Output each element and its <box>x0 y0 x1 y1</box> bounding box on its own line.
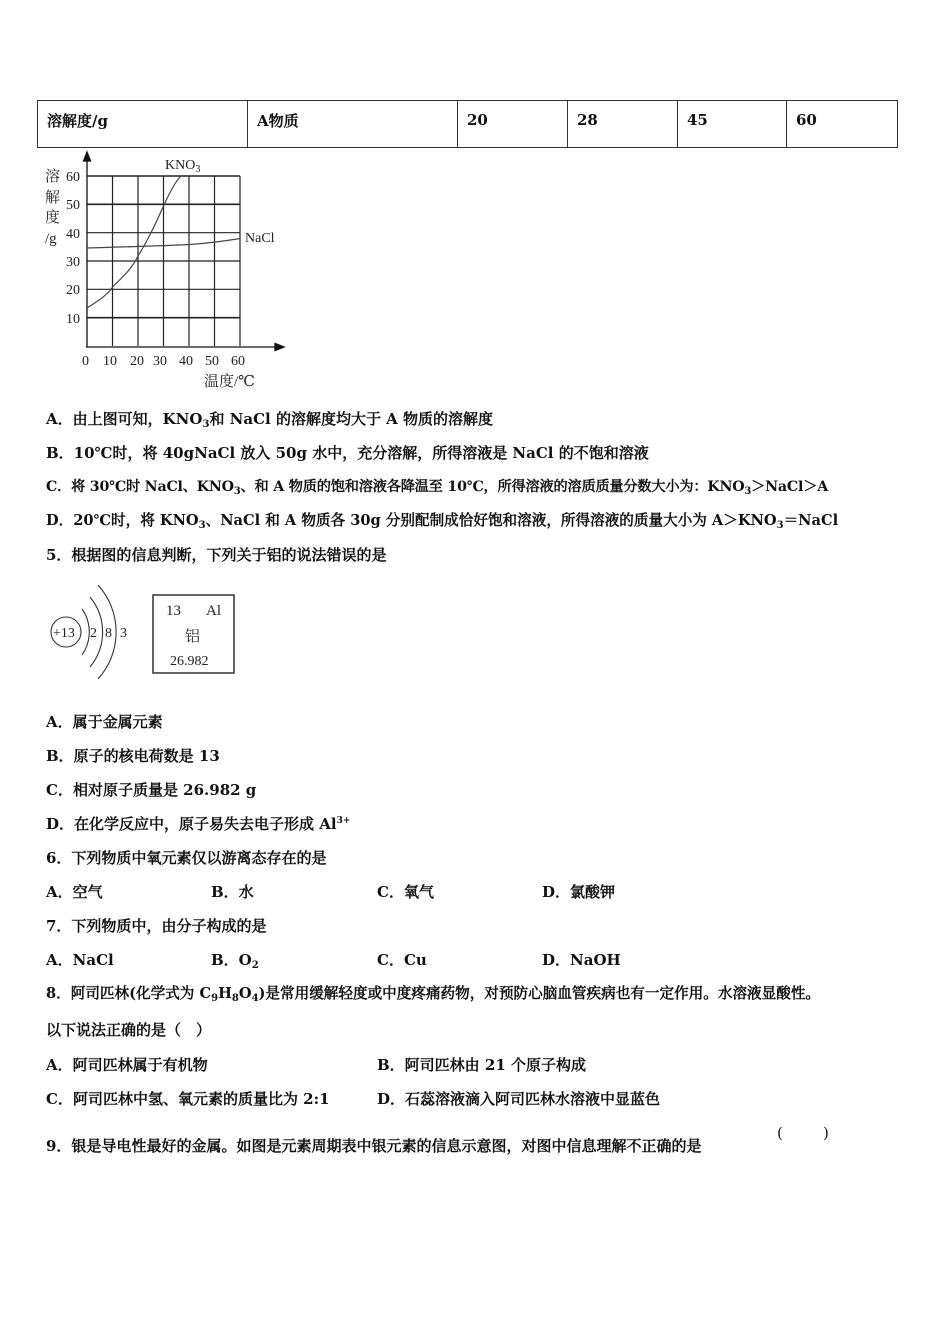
q4-option-b: B．10℃时，将 40gNaCl 放入 50g 水中，充分溶解，所得溶液是 NaCl 的不饱和溶液 <box>46 444 649 462</box>
svg-text:+13: +13 <box>53 626 75 641</box>
q6-option-b: B．水 <box>211 883 254 901</box>
element-name: 铝 <box>185 629 201 645</box>
x-tick: 10 <box>103 354 117 369</box>
table-value: 20 <box>458 101 568 148</box>
table-row-label: 溶解度/g <box>38 101 248 148</box>
element-mass: 26.982 <box>170 654 209 669</box>
kno3-curve <box>87 176 181 308</box>
y-tick: 20 <box>66 283 80 298</box>
table-value: 45 <box>678 101 787 148</box>
svg-text:8: 8 <box>105 626 112 641</box>
q7-option-d: D．NaOH <box>542 951 621 969</box>
q6-option-a: A．空气 <box>46 883 103 901</box>
q8-option-c: C．阿司匹林中氢、氧元素的质量比为 2:1 <box>46 1090 330 1108</box>
y-axis-label: /g <box>45 231 57 247</box>
y-axis-label: 解 <box>45 190 61 206</box>
x-tick: 40 <box>179 354 193 369</box>
aluminum-atom-diagram <box>40 575 250 690</box>
chart-axes <box>84 152 285 351</box>
x-tick: 50 <box>205 354 219 369</box>
y-axis-label: 溶 <box>45 169 61 185</box>
q6-stem: 6．下列物质中氧元素仅以游离态存在的是 <box>46 849 327 867</box>
x-tick: 20 <box>130 354 144 369</box>
q6-option-d: D．氯酸钾 <box>542 883 616 901</box>
q7-option-b: B．$O_2$ <box>211 951 259 971</box>
y-axis-arrow-icon <box>84 152 91 161</box>
y-tick: 60 <box>66 170 80 185</box>
y-tick: 50 <box>66 198 80 213</box>
q4-option-a: A．由上图可知，$KNO_3$和 NaCl 的溶解度均大于 A 物质的溶解度 <box>46 410 494 430</box>
table-substance: A物质 <box>248 101 458 148</box>
q5-option-c: C．相对原子质量是 26.982 g <box>46 781 257 799</box>
kno3-label: $KNO_3$ <box>165 158 201 175</box>
x-axis-label: 温度/℃ <box>204 374 255 390</box>
element-symbol: Al <box>206 603 221 619</box>
q7-stem: 7．下列物质中，由分子构成的是 <box>46 917 267 935</box>
svg-text:3: 3 <box>120 626 127 641</box>
nacl-label: NaCl <box>245 231 275 246</box>
table-value: 60 <box>787 101 898 148</box>
q8-option-b: B．阿司匹林由 21 个原子构成 <box>377 1056 586 1074</box>
q8-option-d: D．石蕊溶液滴入阿司匹林水溶液中显蓝色 <box>377 1090 661 1108</box>
y-tick: 40 <box>66 227 80 242</box>
y-axis-label: 度 <box>45 210 61 226</box>
q9-answer-paren-close: ) <box>823 1124 829 1142</box>
q9-answer-paren-open: ( <box>777 1124 783 1142</box>
solubility-chart <box>0 0 300 400</box>
y-tick: 30 <box>66 255 80 270</box>
q7-option-a: A．NaCl <box>46 951 114 969</box>
table-value: 28 <box>568 101 678 148</box>
q8-stem: 8．阿司匹林(化学式为 $C_9H_8O_4$)是常用缓解轻度或中度疼痛药物，对预防心脑血管疾病也有一定作用。水溶液显酸性。 <box>46 985 821 1004</box>
chart-grid <box>87 176 240 346</box>
q9-stem: 9．银是导电性最好的金属。如图是元素周期表中银元素的信息示意图，对图中信息理解不正确的是 <box>46 1137 702 1155</box>
q5-option-a: A．属于金属元素 <box>46 713 163 731</box>
q4-option-d: D．20℃时，将 $KNO_3$、NaCl 和 A 物质各 30g 分别配制成恰好饱和溶液，所得溶液的质量大小为 $A>KNO_3=NaCl$ <box>46 512 839 531</box>
q4-option-c: C．将 30℃时 NaCl、$KNO_3$、和 A 物质的饱和溶液各降温至 10℃，所得溶液的溶质质量分数大小为：$KNO_3>NaCl>A$ <box>46 479 828 497</box>
q7-option-c: C．Cu <box>377 951 427 969</box>
q5-option-b: B．原子的核电荷数是 13 <box>46 747 220 765</box>
q5-stem: 5．根据图的信息判断，下列关于铝的说法错误的是 <box>46 546 387 564</box>
x-tick: 60 <box>231 354 245 369</box>
q6-option-c: C．氧气 <box>377 883 434 901</box>
y-tick: 10 <box>66 312 80 327</box>
q5-option-d: D．在化学反应中，原子易失去电子形成 $Al^{3+}$ <box>46 815 351 833</box>
x-axis-arrow-icon <box>275 344 284 351</box>
q8-option-a: A．阿司匹林属于有机物 <box>46 1056 208 1074</box>
x-tick: 0 <box>82 354 89 369</box>
q8-stem-line2: 以下说法正确的是（ ） <box>46 1021 212 1039</box>
x-tick: 30 <box>153 354 167 369</box>
svg-text:2: 2 <box>90 626 97 641</box>
element-number: 13 <box>166 603 181 619</box>
